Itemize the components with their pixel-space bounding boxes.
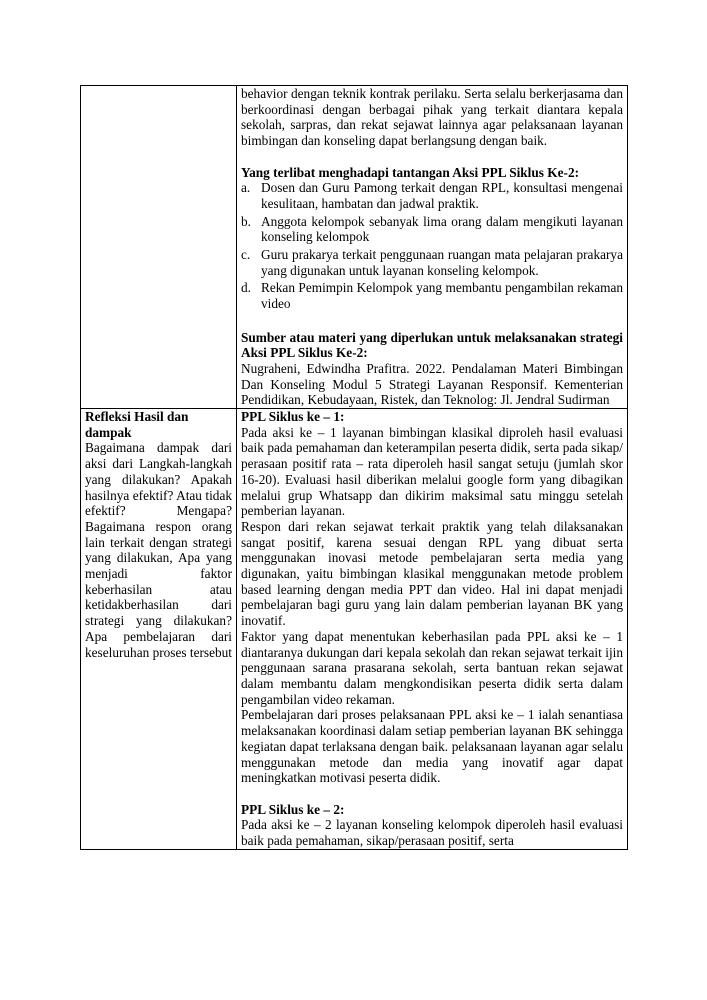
- source-heading: Sumber atau materi yang diperlukan untuk melaksanakan strategi Aksi PPL Siklus Ke-2:: [241, 329, 623, 361]
- list-item: b. Anggota kelompok sebanyak lima orang dalam mengikuti layanan konseling kelompok: [241, 213, 623, 245]
- reflection-question: Bagaimana dampak dari aksi dari Langkah-langkah yang dilakukan? Apakah hasilnya efektif? Atau tidak efektif? Mengapa? Bagaimana respon orang lain terkait dengan strategi yang dilakukan, Apa yang menjadi faktor keberhasilan atau ketidakberhasilan dari strategi yang dilakukan? Apa pembelajaran dari keseluruhan proses tersebut: [85, 440, 232, 660]
- table-row: [81, 409, 628, 850]
- continuation-paragraph: behavior dengan teknik kontrak perilaku. Serta selalu berkerjasama dan berkoordinasi dengan berbagai pihak yang terkait diantara kepala sekolah, sarpras, dan rekat sejawat lainnya agar pelaksanaan layanan bimbingan dan konseling dapat berlangsung dengan baik.: [241, 86, 623, 149]
- reflection-heading: Refleksi Hasil dan dampak: [85, 409, 189, 440]
- list-item: c. Guru prakarya terkait penggunaan ruangan mata pelajaran prakarya yang digunakan untuk layanan konseling kelompok.: [241, 247, 623, 278]
- siklus1-paragraph: Pembelajaran dari proses pelaksanaan PPL aksi ke – 1 ialah senantiasa melaksanakan koordinasi dalam setiap pemberian layanan BK sehingga kegiatan dapat terlaksana dengan baik. pelaksanaan layanan agar selalu menggunakan metode dan media yang inovatif agar dapat meningkatkan motivasi peserta didik.: [241, 707, 623, 786]
- siklus1-paragraph: Faktor yang dapat menentukan keberhasilan pada PPL aksi ke – 1 diantaranya dukungan dari kepala sekolah dan rekan sejawat terkait ijin penggunaan sarana prasarana sekolah, serta bantuan rekan sejawat dalam membantu dalam mengkondisikan peserta didik serta dalam pengambilan video rekaman.: [241, 628, 623, 707]
- siklus1-heading: PPL Siklus ke – 1:: [241, 409, 345, 425]
- siklus1-paragraph: Pada aksi ke – 1 layanan bimbingan klasikal diproleh hasil evaluasi baik pada pemahaman dan keterampilan peserta didik, serta pada sikap/ perasaan positif rata – rata diperoleh hasil sangat setuju (jumlah skor 16-20). Evaluasi hasil diberikan melalui google form yang dibagikan melalui grup Whatsapp dan dikirim maksimal satu minggu setelah pemberian layanan.: [241, 424, 623, 519]
- reflection-table: [80, 85, 628, 850]
- involved-list: [241, 180, 623, 312]
- reflection-label-cell: [81, 409, 237, 850]
- left-cell-empty: [81, 86, 237, 409]
- siklus2-paragraph: Pada aksi ke – 2 layanan konseling kelompok diperoleh hasil evaluasi baik pada pemahaman, sikap/perasaan positif, serta: [241, 817, 623, 848]
- list-item: a. Dosen dan Guru Pamong terkait dengan RPL, konsultasi mengenai kesulitaan, hambatan dan jadwal praktik.: [241, 180, 623, 211]
- involved-heading: Yang terlibat menghadapi tantangan Aksi PPL Siklus Ke-2:: [241, 164, 580, 180]
- source-reference: Nugraheni, Edwindha Prafitra. 2022. Pendalaman Materi Bimbingan Dan Konseling Modul 5 Strategi Layanan Responsif. Kementerian Pendidikan, Kebudayaan, Ristek, dan Teknolog: Jl. Jendral Sudirman: [241, 360, 623, 408]
- siklus1-paragraph: Respon dari rekan sejawat terkait praktik yang telah dilaksanakan sangat positif, karena sesuai dengan RPL yang dibuat serta menggunakan inovasi metode pembelajaran serta media yang digunakan, yaitu bimbingan klasikal menggunakan metode problem based learning dengan media PPT dan video. Hal ini dapat menjadi pembelajaran bagi guru yang lain dalam pemberian layanan BK yang inovatif.: [241, 518, 623, 629]
- table-row: [81, 86, 628, 409]
- strategy-cell: [237, 86, 628, 409]
- list-item: d. Rekan Pemimpin Kelompok yang membantu pengambilan rekaman video: [241, 280, 623, 312]
- siklus2-heading: PPL Siklus ke – 2:: [241, 801, 345, 817]
- reflection-content-cell: [237, 409, 628, 850]
